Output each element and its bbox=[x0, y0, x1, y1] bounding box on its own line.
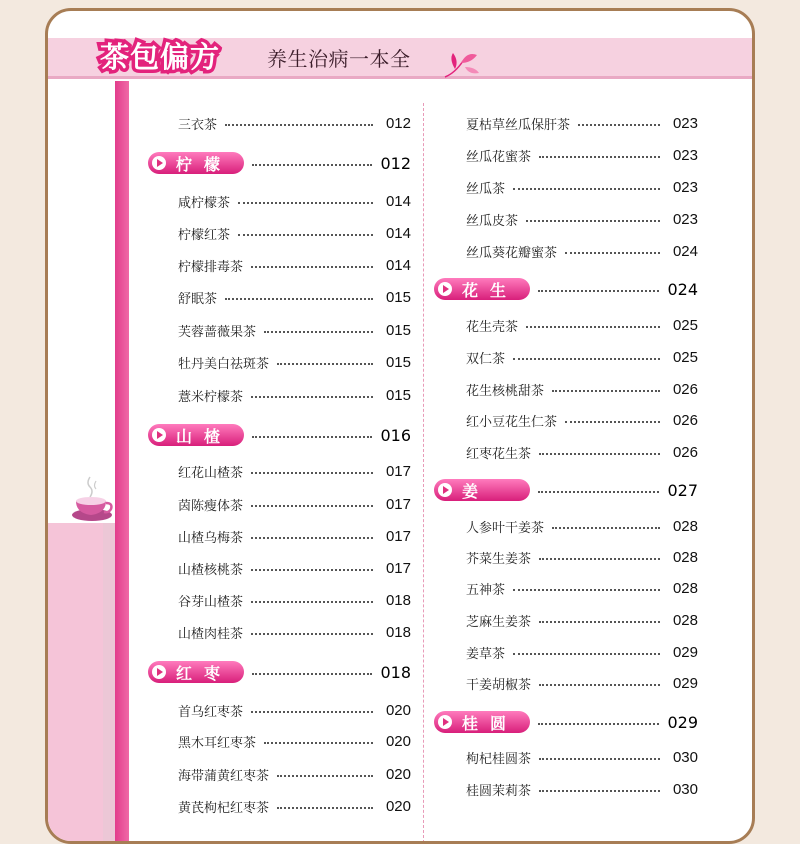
category-pill bbox=[434, 479, 530, 501]
entry-title: 山楂肉桂茶 bbox=[178, 626, 244, 642]
entry-page-number: 017 bbox=[385, 462, 411, 480]
leader-dots bbox=[538, 290, 659, 292]
category-page-number: 018 bbox=[380, 662, 411, 682]
entry-title: 海带蒲黄红枣茶 bbox=[178, 768, 270, 784]
entry-title: 三衣茶 bbox=[178, 117, 218, 133]
entry-page-number: 020 bbox=[385, 701, 411, 719]
margin-block bbox=[48, 81, 103, 521]
category-page-number: 027 bbox=[667, 480, 698, 500]
leader-dots bbox=[538, 491, 659, 493]
entry-title: 五神茶 bbox=[466, 582, 506, 598]
toc-entry[interactable] bbox=[178, 526, 411, 546]
entry-title: 咸柠檬茶 bbox=[178, 195, 231, 211]
leader-dots bbox=[238, 202, 373, 204]
entry-page-number: 015 bbox=[385, 386, 411, 404]
entry-title: 柠檬红茶 bbox=[178, 227, 231, 243]
leader-dots bbox=[539, 558, 660, 560]
leader-dots bbox=[539, 790, 660, 792]
toc-entry[interactable] bbox=[178, 796, 411, 816]
toc-entry[interactable] bbox=[178, 558, 411, 578]
leader-dots bbox=[552, 390, 660, 392]
play-arrow-icon bbox=[152, 156, 166, 170]
entry-page-number: 026 bbox=[672, 380, 698, 398]
leader-dots bbox=[251, 633, 373, 635]
category-page-number: 012 bbox=[380, 153, 411, 173]
toc-entry[interactable] bbox=[466, 379, 698, 399]
leader-dots bbox=[539, 758, 660, 760]
entry-page-number: 023 bbox=[672, 210, 698, 228]
entry-title: 红枣花生茶 bbox=[466, 446, 532, 462]
entry-page-number: 015 bbox=[385, 288, 411, 306]
category-pill bbox=[148, 661, 244, 683]
entry-page-number: 025 bbox=[672, 316, 698, 334]
category-pill bbox=[148, 424, 244, 446]
entry-title: 红小豆花生仁茶 bbox=[466, 414, 558, 430]
toc-category[interactable] bbox=[148, 423, 411, 447]
toc-category[interactable] bbox=[434, 478, 698, 502]
toc-entry[interactable] bbox=[466, 516, 698, 536]
leader-dots bbox=[251, 711, 373, 713]
toc-entry[interactable] bbox=[178, 191, 411, 211]
toc-entry[interactable] bbox=[466, 642, 698, 662]
entry-title: 枸杞桂圆茶 bbox=[466, 751, 532, 767]
entry-title: 丝瓜葵花瓣蜜茶 bbox=[466, 245, 558, 261]
toc-category[interactable] bbox=[434, 277, 698, 301]
leader-dots bbox=[251, 569, 373, 571]
tea-cup-icon bbox=[68, 473, 114, 525]
toc-category[interactable] bbox=[148, 151, 411, 175]
leader-dots bbox=[526, 220, 660, 222]
entry-title: 姜草茶 bbox=[466, 646, 506, 662]
entry-title: 山楂核桃茶 bbox=[178, 562, 244, 578]
leader-dots bbox=[539, 156, 660, 158]
leader-dots bbox=[552, 527, 660, 529]
leader-dots bbox=[238, 234, 373, 236]
category-pill bbox=[148, 152, 244, 174]
margin-shadow bbox=[103, 523, 115, 843]
entry-page-number: 023 bbox=[672, 114, 698, 132]
entry-title: 丝瓜茶 bbox=[466, 181, 506, 197]
play-arrow-icon bbox=[438, 483, 452, 497]
entry-title: 丝瓜皮茶 bbox=[466, 213, 519, 229]
toc-entry[interactable] bbox=[178, 223, 411, 243]
entry-page-number: 028 bbox=[672, 611, 698, 629]
leader-dots bbox=[251, 537, 373, 539]
leader-dots bbox=[513, 653, 660, 655]
entry-title: 人参叶干姜茶 bbox=[466, 520, 545, 536]
toc-entry[interactable] bbox=[466, 315, 698, 335]
category-title: 柠檬 bbox=[176, 154, 233, 174]
toc-entry[interactable] bbox=[466, 241, 698, 261]
entry-title: 红花山楂茶 bbox=[178, 465, 244, 481]
entry-page-number: 024 bbox=[672, 242, 698, 260]
entry-title: 舒眠茶 bbox=[178, 291, 218, 307]
entry-page-number: 018 bbox=[385, 623, 411, 641]
entry-title: 芙蓉蔷薇果茶 bbox=[178, 324, 257, 340]
toc-entry[interactable] bbox=[178, 320, 411, 340]
toc-entry[interactable] bbox=[178, 764, 411, 784]
leader-dots bbox=[264, 331, 373, 333]
category-pill bbox=[434, 711, 530, 733]
toc-category[interactable] bbox=[434, 710, 698, 734]
leader-dots bbox=[539, 621, 660, 623]
entry-page-number: 014 bbox=[385, 256, 411, 274]
leader-dots bbox=[264, 742, 373, 744]
category-title: 红枣 bbox=[176, 663, 233, 683]
toc-entry[interactable] bbox=[466, 410, 698, 430]
leader-dots bbox=[277, 363, 373, 365]
entry-page-number: 020 bbox=[385, 732, 411, 750]
entry-title: 芥菜生姜茶 bbox=[466, 551, 532, 567]
leader-dots bbox=[539, 684, 660, 686]
toc-entry[interactable] bbox=[466, 747, 698, 767]
play-arrow-icon bbox=[152, 428, 166, 442]
entry-page-number: 012 bbox=[385, 114, 411, 132]
toc-entry[interactable] bbox=[466, 578, 698, 598]
leader-dots bbox=[251, 505, 373, 507]
toc-entry[interactable] bbox=[178, 590, 411, 610]
toc-entry[interactable] bbox=[178, 113, 411, 133]
category-title: 山楂 bbox=[176, 426, 233, 446]
entry-page-number: 015 bbox=[385, 353, 411, 371]
entry-title: 黑木耳红枣茶 bbox=[178, 735, 257, 751]
entry-page-number: 017 bbox=[385, 527, 411, 545]
toc-entry[interactable] bbox=[178, 461, 411, 481]
entry-title: 牡丹美白祛斑茶 bbox=[178, 356, 270, 372]
leader-dots bbox=[252, 673, 372, 675]
category-page-number: 024 bbox=[667, 279, 698, 299]
entry-title: 干姜胡椒茶 bbox=[466, 677, 532, 693]
entry-page-number: 017 bbox=[385, 495, 411, 513]
category-title: 姜 bbox=[462, 481, 491, 501]
book-brand-title: 茶包偏方 bbox=[100, 40, 221, 74]
leader-dots bbox=[513, 358, 660, 360]
toc-page bbox=[45, 8, 755, 844]
toc-entry[interactable] bbox=[466, 547, 698, 567]
category-page-number: 029 bbox=[667, 712, 698, 732]
category-pill bbox=[434, 278, 530, 300]
entry-page-number: 015 bbox=[385, 321, 411, 339]
category-page-number: 016 bbox=[380, 425, 411, 445]
entry-page-number: 029 bbox=[672, 674, 698, 692]
toc-entry[interactable] bbox=[466, 442, 698, 462]
entry-title: 薏米柠檬茶 bbox=[178, 389, 244, 405]
entry-page-number: 018 bbox=[385, 591, 411, 609]
play-arrow-icon bbox=[438, 715, 452, 729]
category-title: 桂圆 bbox=[462, 713, 519, 733]
toc-entry[interactable] bbox=[178, 622, 411, 642]
toc-entry[interactable] bbox=[466, 113, 698, 133]
toc-entry[interactable] bbox=[466, 209, 698, 229]
toc-entry[interactable] bbox=[466, 177, 698, 197]
entry-page-number: 014 bbox=[385, 192, 411, 210]
leader-dots bbox=[565, 421, 660, 423]
margin-block-pink bbox=[48, 523, 103, 843]
toc-category[interactable] bbox=[148, 660, 411, 684]
leader-dots bbox=[565, 252, 660, 254]
entry-title: 柠檬排毒茶 bbox=[178, 259, 244, 275]
play-arrow-icon bbox=[438, 282, 452, 296]
entry-page-number: 028 bbox=[672, 548, 698, 566]
entry-title: 山楂乌梅茶 bbox=[178, 530, 244, 546]
leader-dots bbox=[526, 326, 660, 328]
entry-page-number: 023 bbox=[672, 146, 698, 164]
entry-page-number: 025 bbox=[672, 348, 698, 366]
leader-dots bbox=[277, 807, 373, 809]
toc-entry[interactable] bbox=[178, 287, 411, 307]
leader-dots bbox=[513, 188, 660, 190]
leader-dots bbox=[539, 453, 660, 455]
entry-title: 丝瓜花蜜茶 bbox=[466, 149, 532, 165]
leader-dots bbox=[225, 124, 373, 126]
entry-title: 茵陈瘦体茶 bbox=[178, 498, 244, 514]
leader-dots bbox=[252, 436, 372, 438]
entry-page-number: 028 bbox=[672, 517, 698, 535]
leader-dots bbox=[251, 396, 373, 398]
pink-spine-bar bbox=[115, 81, 129, 841]
toc-entry[interactable] bbox=[466, 673, 698, 693]
entry-title: 花生核桃甜茶 bbox=[466, 383, 545, 399]
leader-dots bbox=[513, 589, 660, 591]
play-arrow-icon bbox=[152, 665, 166, 679]
entry-page-number: 020 bbox=[385, 797, 411, 815]
leader-dots bbox=[251, 601, 373, 603]
toc-entry[interactable] bbox=[466, 347, 698, 367]
leader-dots bbox=[578, 124, 660, 126]
leader-dots bbox=[251, 472, 373, 474]
entry-page-number: 023 bbox=[672, 178, 698, 196]
leader-dots bbox=[277, 775, 373, 777]
toc-entry[interactable] bbox=[178, 352, 411, 372]
entry-page-number: 026 bbox=[672, 443, 698, 461]
entry-page-number: 029 bbox=[672, 643, 698, 661]
flower-sprig-icon bbox=[441, 49, 481, 81]
entry-title: 桂圆茉莉茶 bbox=[466, 783, 532, 799]
entry-page-number: 030 bbox=[672, 748, 698, 766]
leader-dots bbox=[251, 266, 373, 268]
column-divider bbox=[423, 103, 424, 843]
leader-dots bbox=[225, 298, 373, 300]
toc-entry[interactable] bbox=[178, 255, 411, 275]
entry-page-number: 020 bbox=[385, 765, 411, 783]
toc-entry[interactable] bbox=[466, 145, 698, 165]
toc-entry[interactable] bbox=[178, 700, 411, 720]
category-title: 花生 bbox=[462, 280, 519, 300]
entry-title: 夏枯草丝瓜保肝茶 bbox=[466, 117, 571, 133]
toc-entry[interactable] bbox=[178, 385, 411, 405]
entry-page-number: 030 bbox=[672, 780, 698, 798]
leader-dots bbox=[538, 723, 659, 725]
entry-page-number: 026 bbox=[672, 411, 698, 429]
entry-title: 花生壳茶 bbox=[466, 319, 519, 335]
entry-title: 首乌红枣茶 bbox=[178, 704, 244, 720]
entry-page-number: 028 bbox=[672, 579, 698, 597]
entry-page-number: 014 bbox=[385, 224, 411, 242]
entry-title: 黄芪枸杞红枣茶 bbox=[178, 800, 270, 816]
leader-dots bbox=[252, 164, 372, 166]
toc-entry[interactable] bbox=[466, 779, 698, 799]
book-subtitle: 养生治病一本全 bbox=[267, 47, 411, 71]
toc-entry[interactable] bbox=[466, 610, 698, 630]
toc-entry[interactable] bbox=[178, 494, 411, 514]
toc-entry[interactable] bbox=[178, 731, 411, 751]
entry-page-number: 017 bbox=[385, 559, 411, 577]
entry-title: 芝麻生姜茶 bbox=[466, 614, 532, 630]
entry-title: 双仁茶 bbox=[466, 351, 506, 367]
entry-title: 谷芽山楂茶 bbox=[178, 594, 244, 610]
